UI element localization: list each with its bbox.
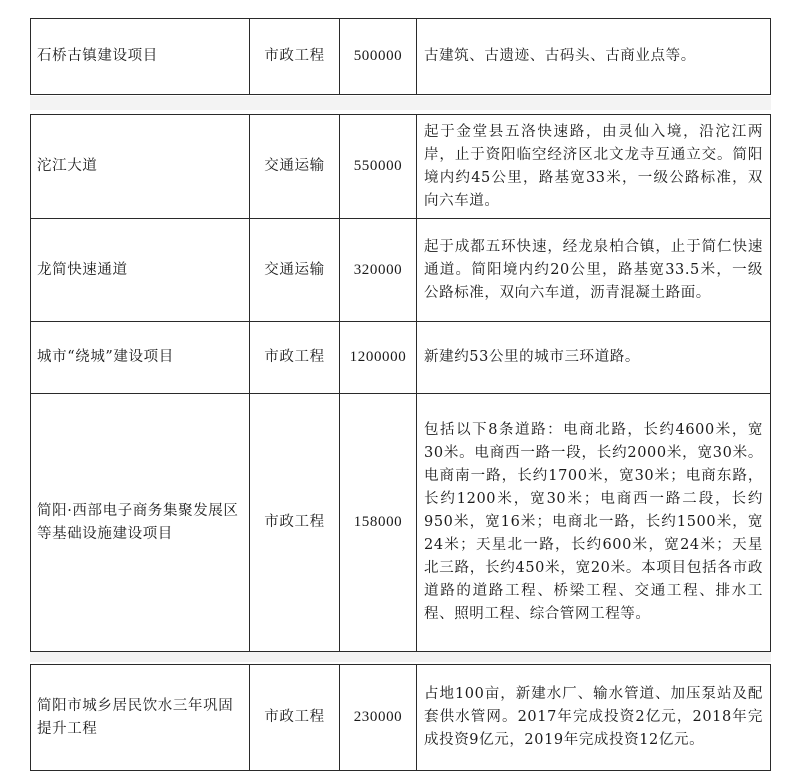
project-category-cell: 交通运输 bbox=[250, 115, 340, 219]
project-name-cell: 沱江大道 bbox=[31, 115, 250, 219]
table-row bbox=[31, 115, 771, 219]
table-row bbox=[31, 394, 771, 652]
table-section-1 bbox=[30, 18, 771, 95]
project-table-2 bbox=[30, 114, 771, 652]
table-row bbox=[31, 665, 771, 771]
project-amount-cell: 1200000 bbox=[340, 322, 417, 394]
project-category-cell: 交通运输 bbox=[250, 219, 340, 322]
project-amount-cell: 158000 bbox=[340, 394, 417, 652]
project-amount-cell: 230000 bbox=[340, 665, 417, 771]
project-amount-cell: 320000 bbox=[340, 219, 417, 322]
project-name-cell: 龙简快速通道 bbox=[31, 219, 250, 322]
project-category-cell: 市政工程 bbox=[250, 322, 340, 394]
table-row bbox=[31, 219, 771, 322]
table-section-3 bbox=[30, 664, 771, 771]
project-table-3 bbox=[30, 664, 771, 771]
project-table-1 bbox=[30, 18, 771, 95]
project-category-cell: 市政工程 bbox=[250, 665, 340, 771]
project-name-cell: 石桥古镇建设项目 bbox=[31, 19, 250, 95]
table-row bbox=[31, 19, 771, 95]
project-desc-cell: 新建约53公里的城市三环道路。 bbox=[417, 322, 771, 394]
project-amount-cell: 550000 bbox=[340, 115, 417, 219]
project-desc-cell: 包括以下8条道路：电商北路，长约4600米，宽30米。电商西一路一段，长约2000米，宽30米。电商南一路，长约1700米，宽30米；电商东路，长约1200米，宽30米；电商西一路二段，长约950米，宽16米；电商北一路，长约1500米，宽24米；天星北一路，长约600米，宽24米；天星北三路，长约450米，宽20米。本项目包括各市政道路的道路工程、桥梁工程、交通工程、排水工程、照明工程、综合管网工程等。 bbox=[417, 394, 771, 652]
page-gap-1 bbox=[30, 96, 771, 110]
table-section-2 bbox=[30, 114, 771, 652]
project-desc-cell: 起于金堂县五洛快速路，由灵仙入境，沿沱江两岸，止于资阳临空经济区北文龙寺互通立交。简阳境内约45公里，路基宽33米，一级公路标准，双向六车道。 bbox=[417, 115, 771, 219]
project-category-cell: 市政工程 bbox=[250, 19, 340, 95]
project-name-cell: 简阳市城乡居民饮水三年巩固提升工程 bbox=[31, 665, 250, 771]
project-desc-cell: 占地100亩，新建水厂、输水管道、加压泵站及配套供水管网。2017年完成投资2亿元，2018年完成投资9亿元，2019年完成投资12亿元。 bbox=[417, 665, 771, 771]
table-row bbox=[31, 322, 771, 394]
project-desc-cell: 起于成都五环快速，经龙泉柏合镇，止于简仁快速通道。简阳境内约20公里，路基宽33.5米，一级公路标准，双向六车道，沥青混凝土路面。 bbox=[417, 219, 771, 322]
project-category-cell: 市政工程 bbox=[250, 394, 340, 652]
page-gap-2 bbox=[30, 652, 771, 662]
project-name-cell: 城市“绕城”建设项目 bbox=[31, 322, 250, 394]
project-name-cell: 简阳·西部电子商务集聚发展区等基础设施建设项目 bbox=[31, 394, 250, 652]
project-amount-cell: 500000 bbox=[340, 19, 417, 95]
project-desc-cell: 古建筑、古遗迹、古码头、古商业点等。 bbox=[417, 19, 771, 95]
